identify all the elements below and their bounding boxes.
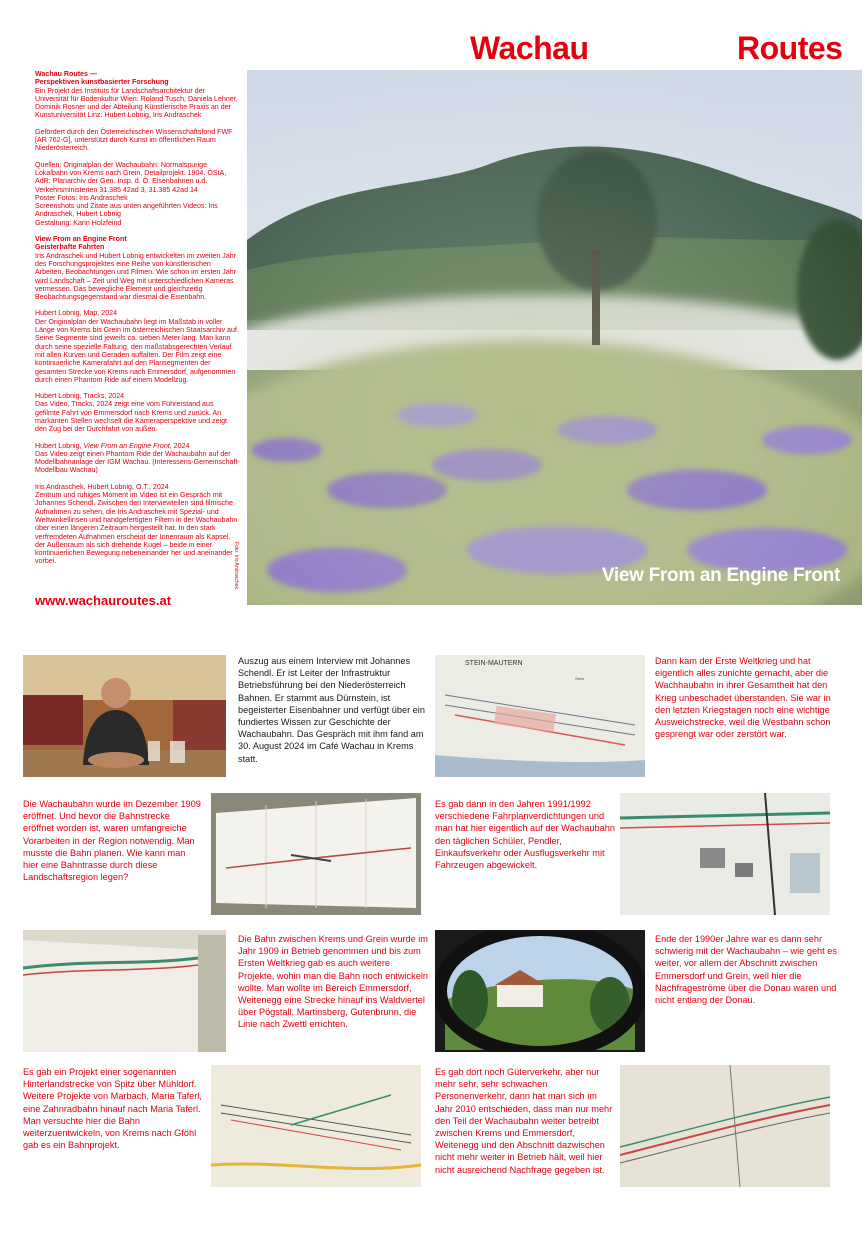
- title-wachau: Wachau: [470, 30, 589, 66]
- work-entry: [35, 483, 240, 566]
- work-entry: [35, 442, 240, 475]
- project-block: [35, 235, 240, 301]
- fisheye-photo: [435, 930, 645, 1052]
- intro-heading: Wachau Routes —: [35, 70, 98, 78]
- work-entry: [35, 309, 240, 384]
- intro-block: [35, 70, 240, 120]
- website-link[interactable]: www.wachauroutes.at: [35, 593, 172, 608]
- work-title: [35, 442, 189, 450]
- quote-hinterland: Es gab ein Projekt einer sogenannten Hinterlandstrecke von Spitz über Mühldorf. Weitere Projekte von Marbach, Maria Taferl, eine Zahnradbahn hinauf nach Maria Taferl. Man versuchte hier die Bahn weiterzuentwickeln, von Krems nach Gföhl gab es ein Bahnprojekt.: [23, 1067, 202, 1151]
- work-description: Das Video, Tracks, 2024 zeigt eine vom Führerstand aus gefilmte Fahrt von Emmersdorf nach Krems und zurück. An markanten Stellen wechselt die Kameraperspektive und zeigt den Zug bei der Durchfahrt von außen.: [35, 400, 228, 434]
- interview-photo: [23, 655, 226, 777]
- hero-caption: View From an Engine Front: [601, 565, 840, 586]
- intro-subheading: Perspektiven kunstbasierter Forschung: [35, 78, 169, 87]
- screenshots-note: Screenshots und Zitate aus unten angeführten Videos: Iris Andraschek, Hubert Lobnig: [35, 202, 218, 219]
- poster-photos: Poster Fotos: Iris Andraschek: [35, 193, 128, 202]
- map-photo-curve: [620, 1065, 830, 1187]
- hero-photo: [247, 70, 862, 605]
- project-heading: View From an Engine Front: [35, 235, 127, 244]
- photo-credit: Foto: Iris Andraschek: [233, 542, 239, 589]
- map-label: STEIN-MAUTERN: [465, 660, 523, 667]
- project-body: Iris Andraschek und Hubert Lobnig entwickelten im zweiten Jahr des Forschungsprojektes eine Reihe von künstlerischen Arbeiten, Beobachtungen und Filmen. Wie schon im ersten Jahr wird Landschaft – Zeit und Weg mit unterschiedlichen Kameras vermessen. Das bewegliche Element und gleichzeitig Beobachtungsgegenstand war diesmal die Eisenbahn.: [35, 251, 237, 302]
- map-photo-stein-mautern: [435, 655, 645, 777]
- intro-column: [35, 70, 240, 574]
- svg-text:Stein: Stein: [575, 676, 585, 681]
- route-plan-image: [23, 930, 226, 1052]
- quote-2010: Es gab dort noch Güterverkehr, aber nur mehr sehr, sehr schwachen Personenverkehr, dann hat man sich im Jahr 2010 entschieden, dass man nur mehr den Teil der Wachaubahn weiter betreibt zwischen Krems und Emmersdorf, Weitenegg und den Abschnitt dazwischen nicht mehr weiter in Betrieb hält, weil hier nicht ausreichend Nachfrage gegeben ist.: [435, 1067, 613, 1175]
- quote-1990s: Ende der 1990er Jahre war es dann sehr schwierig mit der Wachaubahn – wie geht es weiter, vor allem der Abschnitt zwischen Emmersdorf und Grein, weil hier die Nachfrageströme über die Donau waren und nicht entlang der Donau.: [655, 934, 837, 1006]
- work-title: Iris Andraschek, Hubert Lobnig, O.T., 2024: [35, 482, 169, 491]
- map-photo-route: [23, 930, 226, 1052]
- work-description: Das Video zeigt einen Phantom Ride der Wachaubahn auf der Modellbahnanlage der IGM Wachau. (Interessens-Gemeinschaft-Modellbau Wachau): [35, 449, 240, 475]
- johannes-schendl-photo: [23, 655, 226, 777]
- project-subheading: Geisterhafte Fahrten: [35, 243, 105, 252]
- work-title-prefix: Hubert Lobnig,: [35, 441, 84, 450]
- design-credit: Gestaltung: Karin Holzfeind: [35, 218, 122, 227]
- funding-note: Gefördert durch den Österreichischen Wissenschaftsfond FWF [AR 762-G], unterstützt durch Kunst im öffentlichen Raum Niederösterreich.: [35, 127, 233, 153]
- station-tracks-image: [211, 1065, 421, 1187]
- title-routes: Routes: [737, 30, 843, 66]
- work-title-suffix: , 2024: [169, 441, 190, 450]
- map-photo-color: [620, 793, 830, 915]
- quote-1991-1992: Es gab dann in den Jahren 1991/1992 verschiedene Fahrplanverdichtungen und man hat hier eigentlich auf der Wachaubahn den täglichen Schüler, Pendler, Einkaufsverkehr oder Ausflugsverkehr mit Fahrzeugen abgewickelt.: [435, 799, 615, 871]
- folded-plan-image: [211, 793, 421, 915]
- work-title: Hubert Lobnig, Map, 2024: [35, 309, 118, 318]
- curve-plan-image: [620, 1065, 830, 1187]
- work-title: Hubert Lobnig, Tracks, 2024: [35, 392, 125, 401]
- colored-plan-image: [620, 793, 830, 915]
- map-photo-fold: [211, 793, 421, 915]
- quote-world-war: Dann kam der Erste Weltkrieg und hat eigentlich alles zunichte gemacht, aber die Wachhaubahn in ihrer Gesamtheit hat den Krieg unbeschadet überstanden. Sie war in den letzten Kriegstagen noch eine wichtige Ausweichstrecke, weil die Westbahn schon gesprengt war oder zerstört war.: [655, 656, 831, 740]
- work-description: Der Originalplan der Wachaubahn liegt im Maßstab in voller Länge von Krems bis Grein im österreichischen Staatsarchiv auf. Seine Segmente sind jeweils ca. sieben Meter lang. Man kann durch seine spezielle Faltung, den maßstabsgerechten Verlauf mit allen Kurven und Geraden auffalten. Der Film zeigt eine kontinuierliche Kamerafahrt auf den Plansegmenten der gesamten Strecke von Krems nach Emmersdorf, aufgenommen durch einen Phantom Ride auf einem Modellzug.: [35, 317, 239, 384]
- hero-landscape-image: [247, 70, 862, 605]
- quote-1909-projects: Die Bahn zwischen Krems und Grein wurde im Jahr 1909 in Betrieb genommen und bis zum Ersten Weltkrieg gab es auch weitere Projekte, wohin man die Bahn noch entwickeln wollte. Man wollte im Bereich Emmersdorf, Weitenegg eine Strecke hinauf ins Waldviertel über Pögstall, Martinsberg, Gutenbrunn, die Linie nach Zwettl errichten.: [238, 934, 428, 1030]
- quote-opening-1909: Die Wachaubahn wurde im Dezember 1909 eröffnet. Und bevor die Bahnstrecke eröffnet worden ist, waren umfangreiche Vorarbeiten in der Region notwendig. Man musste die Bahn planen. Wie kann man hier eine Bahntrasse durch diese Landschaftsregion legen?: [23, 799, 201, 883]
- fisheye-landscape-image: [435, 930, 645, 1052]
- sources-text: Quellen: Originalplan der Wachaubahn: Normalspurige Lokalbahn von Krems nach Grein, Detailprojekt. 1904. ÖStA, AdR: Planarchiv der Gen. Insp. d. Ö. Eisenbahnen u.d. Verkehrsministerien 31.385 42ad 3, 31.385 42ad 14: [35, 160, 227, 194]
- map-photo-station: [211, 1065, 421, 1187]
- interview-intro-text: Auszug aus einem Interview mit Johannes Schendl. Er ist Leiter der Infrastruktur Betriebsführung bei den Niederösterreich Bahnen. Er stammt aus Dürnstein, ist begeisterter Eisenbahner und verfügt über ein fundiertes Wissen zur Geschichte der Wachaubahn. Das Gespräch mit ihm fand am 30. August 2024 im Café Wachau in Krems statt.: [238, 656, 425, 764]
- work-entry: [35, 392, 240, 433]
- station-plan-image: [435, 655, 645, 777]
- work-description: Zentrum und ruhiges Moment im Video ist ein Gespräch mit Johannes Schendl. Zwischen den Interviewteilen sind filmische Aufnahmen zu sehen, die Iris Andraschek mit Spezial- und Weitwinkellinsen und handgefertigten Filtern in der Wachaubahn über einen längeren Zeitraum hergestellt hat. In den stark verfremdeten Aufnahmen erscheint der Innenraum als Kapsel, der Außenraum als sich drehende Kugel – beide in einer kontinuierlichen Bewegung nebeneinander her und aneinander vorbei.: [35, 491, 238, 566]
- work-title-italic: View From an Engine Front: [83, 441, 170, 450]
- intro-body: Ein Projekt des Instituts für Landschaftsarchitektur der Universität für Bodenkultur Wien: Roland Tusch, Daniela Lehner, Dominik Rosner und der Abteilung Künstlerische Praxis an der Kunstuniversität Linz: Hubert Lobnig, Iris Andraschek: [35, 86, 238, 120]
- sources-block: [35, 161, 240, 227]
